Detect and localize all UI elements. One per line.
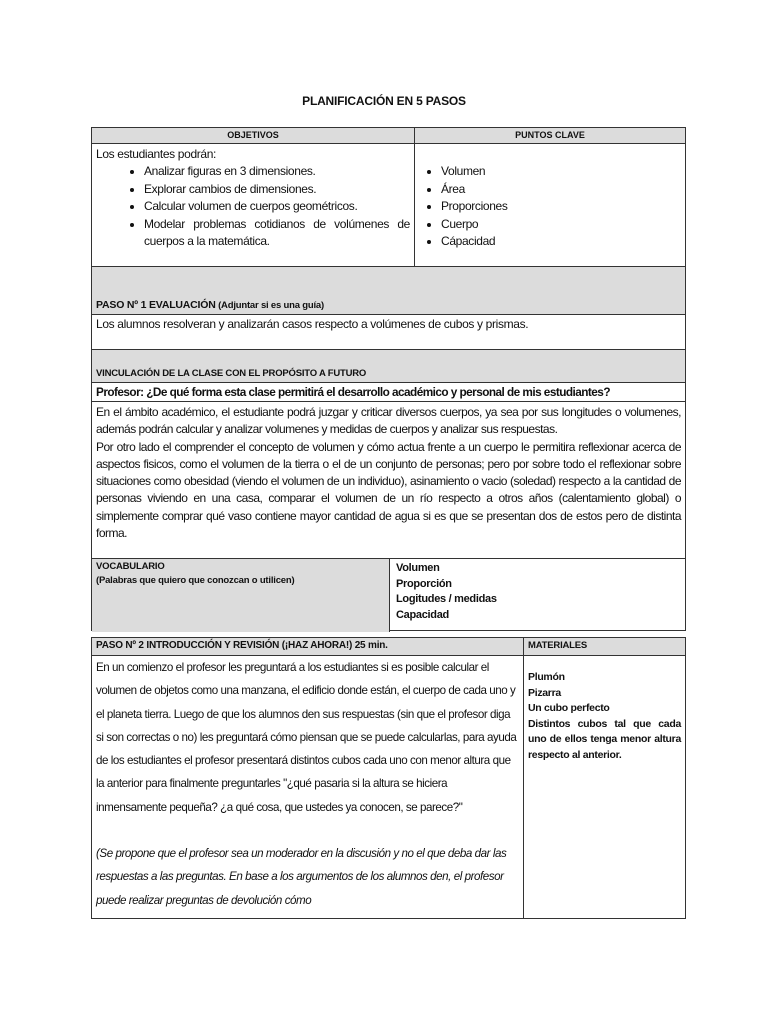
key-points-header: PUNTOS CLAVE xyxy=(414,128,685,143)
linkage-paragraphs xyxy=(92,401,685,558)
materials-list xyxy=(523,655,685,918)
vocabulary-item: Volumen xyxy=(396,562,440,574)
material-item: Pizarra xyxy=(528,686,561,699)
vocabulary-item: Logitudes / medidas xyxy=(396,593,497,605)
step1-header xyxy=(92,266,685,314)
vocabulary-item: Capacidad xyxy=(396,608,449,621)
key-point-item: • Cápacidad xyxy=(441,233,681,251)
vocabulary-list xyxy=(389,558,685,632)
linkage-header: VINCULACIÓN DE LA CLASE CON EL PROPÓSITO A FUTURO xyxy=(92,349,685,382)
materials-header: MATERIALES xyxy=(523,638,685,655)
objectives-list xyxy=(96,163,410,251)
objectives-intro: Los estudiantes podrán: xyxy=(96,147,217,161)
step2-body xyxy=(92,655,523,918)
step2-note: (Se propone que el profesor sea un moderador en la discusión y no el que deba dar las respuestas a las preguntas. En base a los argumentos de los alumnos den, el profesor puede realizar preguntas de devolución cómo xyxy=(96,847,507,907)
vocabulary-label-cell xyxy=(92,558,389,632)
key-point-item: • Volumen xyxy=(441,163,681,181)
vocabulary-header: VOCABULARIO xyxy=(96,561,165,572)
key-point-item: • Cuerpo xyxy=(441,216,681,234)
objectives-cell xyxy=(92,143,414,266)
key-point-item: • Proporciones xyxy=(441,198,681,216)
step1-title: PASO Nº 1 EVALUACIÓN xyxy=(96,299,216,311)
step2-text: En un comienzo el profesor les preguntará a los estudiantes si es posible calcular el volumen de objetos como una manzana, el edificio donde están, el cuerpo de cada uno y el planeta tierra. Luego de que los alumnos den sus respuestas (sin que el profesor diga si son correctas o no) les preguntará cómo piensan que se puede calcularlas, para ayuda de los estudiantes el profesor presentará distintos cubos cada uno con menor altura que la anterior para finalmente preguntarles "¿qué pasaria si la altura se hiciera inmensamente pequeña? ¿a qué cosa, que ustedes ya conocen, se parece?" xyxy=(96,661,517,814)
objective-item: • Explorar cambios de dimensiones. xyxy=(144,181,410,199)
key-points-cell xyxy=(414,143,685,266)
linkage-paragraph-1: En el ámbito académico, el estudiante podrá juzgar y criticar diversos cuerpos, ya sea por sus longitudes o volumenes, además podrán calcular y analizar volumenes y medidas de cuerpos y analizar sus respuestas. xyxy=(96,405,681,437)
key-points-list xyxy=(415,163,681,251)
linkage-paragraph-2: Por otro lado el comprender el concepto de volumen y cómo actua frente a un cuerpo le permitira reflexionar acerca de aspectos fisicos, como el volumen de la tierra o el de un conjunto de personas; pero por sobre todo el reflexionar sobre situaciones como obesidad (viendo el volumen de un individuo), asinamiento o vacio (soledad) respecto a la cantidad de personas viviendo en una casa, comparar el volumen de un río respecto a otros años (calentamiento global) o simplemente comprar qué vaso contiene mayor cantidad de agua si es que se presentan dos de estos pero de distinta forma. xyxy=(96,439,681,541)
planning-table xyxy=(91,127,686,631)
vocabulary-item: Proporción xyxy=(396,577,452,590)
objective-item: • Analizar figuras en 3 dimensiones. xyxy=(144,163,410,181)
step1-note: (Adjuntar si es una guía) xyxy=(218,300,324,311)
vocabulary-subheader: (Palabras que quiero que conozcan o utilicen) xyxy=(96,575,295,586)
objective-item: • Modelar problemas cotidianos de volúmenes de cuerpos a la matemática. xyxy=(144,216,410,251)
page-title: PLANIFICACIÓN EN 5 PASOS xyxy=(302,94,466,108)
linkage-question: Profesor: ¿De qué forma esta clase permitirá el desarrollo académico y personal de mis estudiantes? xyxy=(92,382,685,401)
material-item: Un cubo perfecto xyxy=(528,702,610,714)
step2-table xyxy=(91,637,686,919)
step1-text: Los alumnos resolveran y analizarán casos respecto a volúmenes de cubos y prismas. xyxy=(92,314,685,349)
objectives-header: OBJETIVOS xyxy=(92,128,414,143)
material-item: Plumón xyxy=(528,671,565,683)
key-point-item: • Área xyxy=(441,181,681,199)
material-item: Distintos cubos tal que cada uno de ellos tenga menor altura respecto al anterior. xyxy=(528,717,681,761)
step2-header: PASO Nº 2 INTRODUCCIÓN Y REVISIÓN (¡HAZ AHORA!) 25 min. xyxy=(92,638,523,655)
objective-item: • Calcular volumen de cuerpos geométricos. xyxy=(144,198,410,216)
